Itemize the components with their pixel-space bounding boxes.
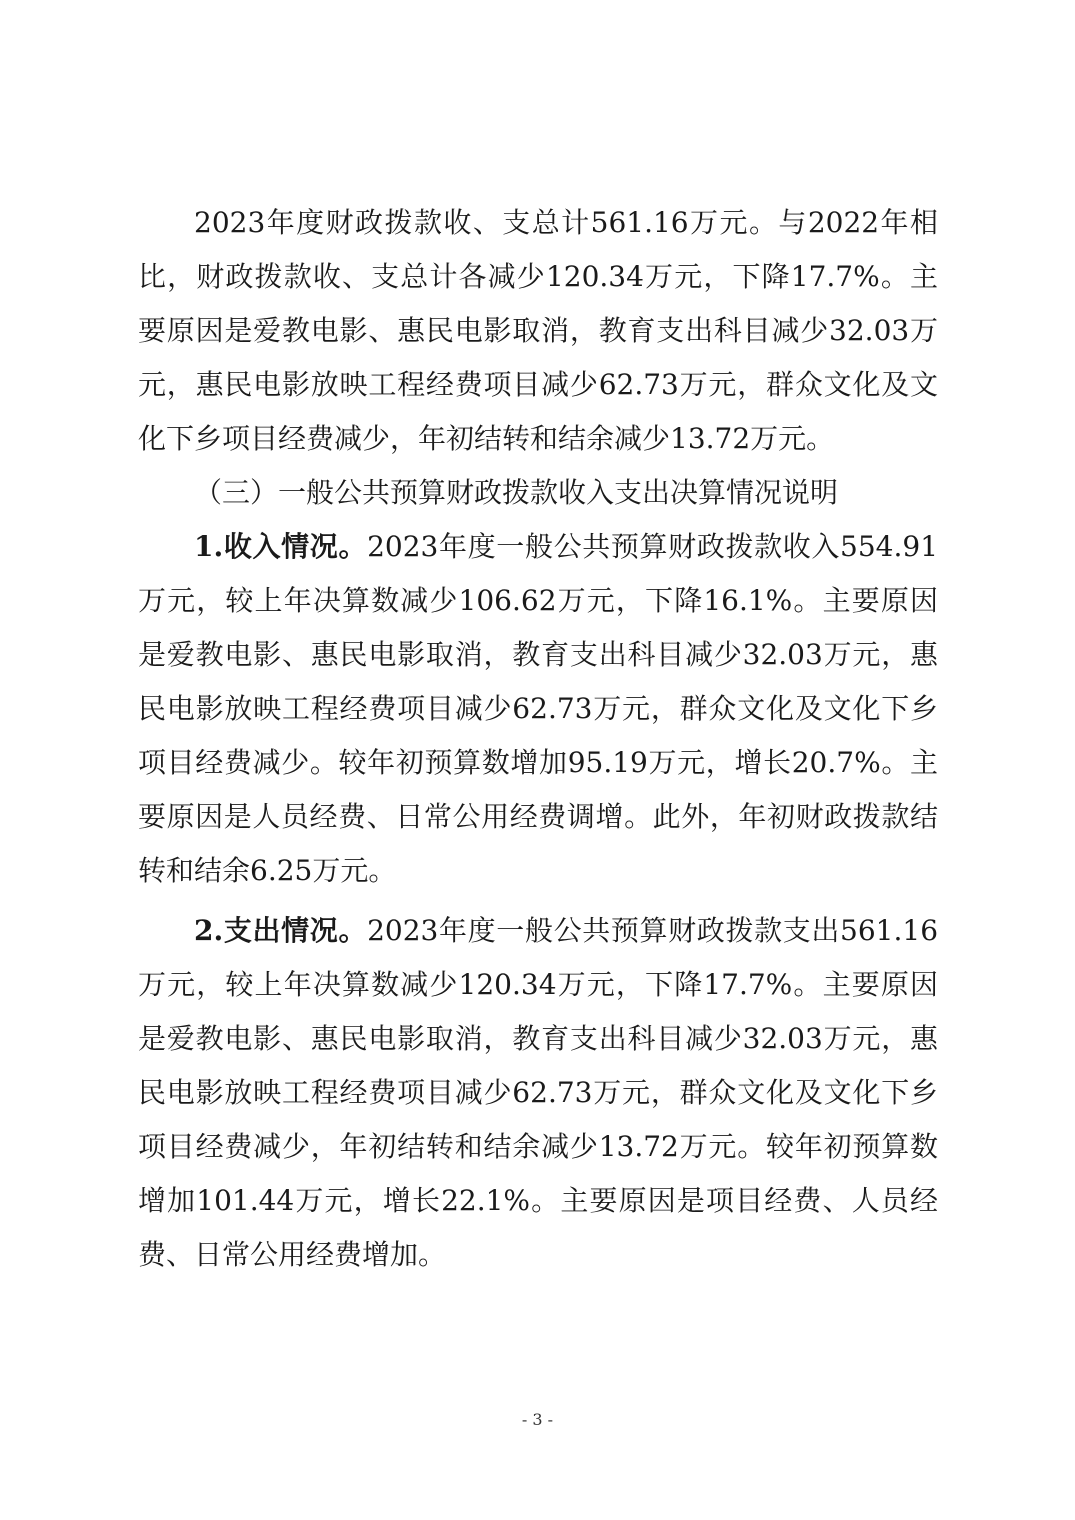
income-lead: 1.收入情况。 bbox=[194, 530, 368, 563]
expenditure-body: 2023年度一般公共预算财政拨款支出561.16万元，较上年决算数减少120.34万元，下降17.7%。主要原因是爱教电影、惠民电影取消，教育支出科目减少32.03万元，惠民电影放映工程经费项目减少62.73万元，群众文化及文化下乡项目经费减少，年初结转和结余减少13.72万元。较年初预算数增加101.44万元，增长22.1%。主要原因是项目经费、人员经费、日常公用经费增加。 bbox=[138, 914, 939, 1271]
document-body bbox=[138, 196, 938, 1282]
paragraph-expenditure bbox=[138, 904, 938, 1282]
expenditure-lead: 2.支出情况。 bbox=[194, 914, 368, 947]
paragraph-income bbox=[138, 520, 938, 898]
paragraph-financial-total: 2023年度财政拨款收、支总计561.16万元。与2022年相比，财政拨款收、支总计各减少120.34万元，下降17.7%。主要原因是爱教电影、惠民电影取消，教育支出科目减少32.03万元，惠民电影放映工程经费项目减少62.73万元，群众文化及文化下乡项目经费减少，年初结转和结余减少13.72万元。 bbox=[138, 206, 938, 455]
income-body: 2023年度一般公共预算财政拨款收入554.91万元，较上年决算数减少106.62万元，下降16.1%。主要原因是爱教电影、惠民电影取消，教育支出科目减少32.03万元，惠民电影放映工程经费项目减少62.73万元，群众文化及文化下乡项目经费减少。较年初预算数增加95.19万元，增长20.7%。主要原因是人员经费、日常公用经费调增。此外，年初财政拨款结转和结余6.25万元。 bbox=[138, 530, 939, 887]
section-heading: （三）一般公共预算财政拨款收入支出决算情况说明 bbox=[194, 476, 839, 509]
page-number: - 3 - bbox=[521, 1410, 554, 1429]
